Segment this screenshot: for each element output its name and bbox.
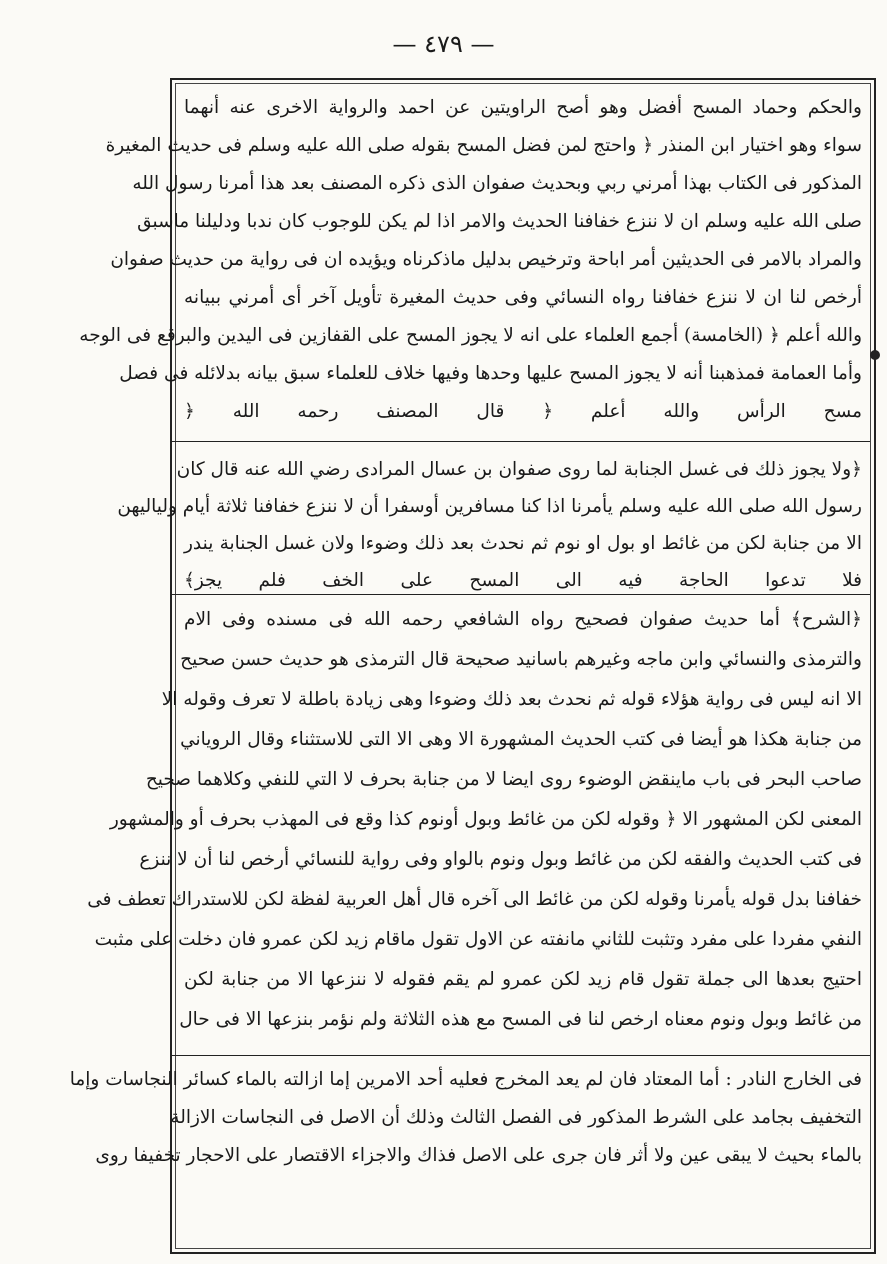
line-text: والترمذى والنسائي وابن ماجه وغيرهم باسانيد صحيحة قال الترمذى هو حديث حسن صحيح xyxy=(180,649,862,670)
line-text: المعنى لكن المشهور الا ﴿ وقوله لكن من غائط وبول أونوم كذا وقع فى المهذب بحرف أو والمشهور xyxy=(109,809,862,830)
line-text: من جنابة هكذا هو أيضا فى كتب الحديث المشهورة الا وهى الا التى للاستثناء وقال الروياني xyxy=(180,729,862,750)
footnote-divider xyxy=(172,1055,870,1056)
line-text: خفافنا بدل قوله يأمرنا وقوله لكن من غائط الى آخره قال أهل العربية لفظة لكن للاستدراك تعطف فى xyxy=(87,889,862,910)
line-text: والمراد بالامر فى الحديثين أمر اباحة وترخيص بدليل ماذكرناه ويؤيده ان فى رواية من حديث صفوان xyxy=(110,249,862,270)
section-divider xyxy=(172,441,870,442)
margin-mark xyxy=(870,350,880,360)
line-text: وأما العمامة فمذهبنا أنه لا يجوز المسح عليها وحدها وفيها خلاف للعلماء سبق بيانه بدلائله فى فصل xyxy=(119,363,862,384)
page-number: — ٤٧٩ — xyxy=(392,30,495,58)
line-text: ﴿ولا يجوز ذلك فى غسل الجنابة لما روى صفوان بن عسال المرادى رضي الله عنه قال كان xyxy=(176,459,862,480)
line-text: والله أعلم ﴿ (الخامسة) أجمع العلماء على انه لا يجوز المسح على القفازين فى اليدين والبرقع فى الوجه xyxy=(79,325,862,346)
line-text: من غائط وبول ونوم معناه ارخص لنا فى المسح مع هذه الثلاثة ولم نؤمر بنزعها الا فى حال xyxy=(179,1009,862,1030)
line-text: الا من جنابة لكن من غائط او بول او نوم ثم نحدث بعد ذلك وضوءا ولان غسل الجنابة يندر xyxy=(184,533,862,554)
line-text: المذكور فى الكتاب بهذا أمرني ربي وبحديث صفوان الذى ذكره المصنف بعد هذا أمرنا رسول الله xyxy=(132,173,862,194)
line-text: صاحب البحر فى باب ماينقض الوضوء روى ايضا لا من جنابة بحرف لا التي للنفي وكلاهما صحيح xyxy=(145,769,862,790)
line-text: فلا تدعوا الحاجة فيه الى المسح على الخف فلم يجز﴾ xyxy=(184,570,862,591)
line-text: ﴿الشرح﴾ أما حديث صفوان فصحيح رواه الشافعي رحمه الله فى مسنده وفى الام xyxy=(184,609,862,630)
line-text: فى الخارج النادر : أما المعتاد فان لم يعد المخرج فعليه أحد الامرين إما ازالته بالماء كسائر النجاسات وإما xyxy=(69,1069,862,1090)
line-text: فى كتب الحديث والفقه لكن من غائط وبول ونوم بالواو وفى رواية للنسائي أرخص لنا أن لا ننزع xyxy=(139,849,862,870)
line-text: أرخص لنا ان لا ننزع خفافنا رواه النسائي وفى حديث المغيرة تأويل آخر أى أمرني ببيانه xyxy=(184,287,862,308)
line-text: والحكم وحماد المسح أفضل وهو أصح الراويتين عن احمد والرواية الاخرى عنه أنهما xyxy=(184,97,862,118)
line-text: احتيج بعدها الى جملة تقول قام زيد لكن عمرو لم يقم فقوله لا ننزعها الا من جنابة لكن xyxy=(184,969,862,990)
line-text: مسح الرأس والله أعلم ﴿ قال المصنف رحمه الله ﴿ xyxy=(184,401,862,422)
section-divider xyxy=(172,594,870,595)
line-text: رسول الله صلى الله عليه وسلم يأمرنا اذا كنا مسافرين أوسفرا أن لا ننزع خفافنا ثلاثة أيام ولياليهن xyxy=(117,496,862,517)
line-text: التخفيف بجامد على الشرط المذكور فى الفصل الثالث وذلك أن الاصل فى النجاسات الازالة xyxy=(170,1107,862,1128)
line-text: صلى الله عليه وسلم ان لا ننزع خفافنا الحديث والامر اذا لم يكن للوجوب كان ندبا ودليلنا ماسبق xyxy=(137,211,862,232)
line-text: بالماء بحيث لا يبقى عين ولا أثر فان جرى على الاصل فذاك والاجزاء الاقتصار على الاحجار تخفيفا روى xyxy=(95,1145,862,1166)
line-text: الا انه ليس فى رواية هؤلاء قوله ثم نحدث بعد ذلك وضوءا وهى زيادة باطلة لا تعرف وقوله الا xyxy=(161,689,862,710)
line-text: سواء وهو اختيار ابن المنذر ﴿ واحتج لمن فضل المسح بقوله صلى الله عليه وسلم فى حديث المغيرة xyxy=(105,135,862,156)
line-text: النفي مفردا على مفرد وتثبت للثاني مانفته عن الاول تقول ماقام زيد لكن عمرو فان دخلت على مثبت xyxy=(94,929,862,950)
